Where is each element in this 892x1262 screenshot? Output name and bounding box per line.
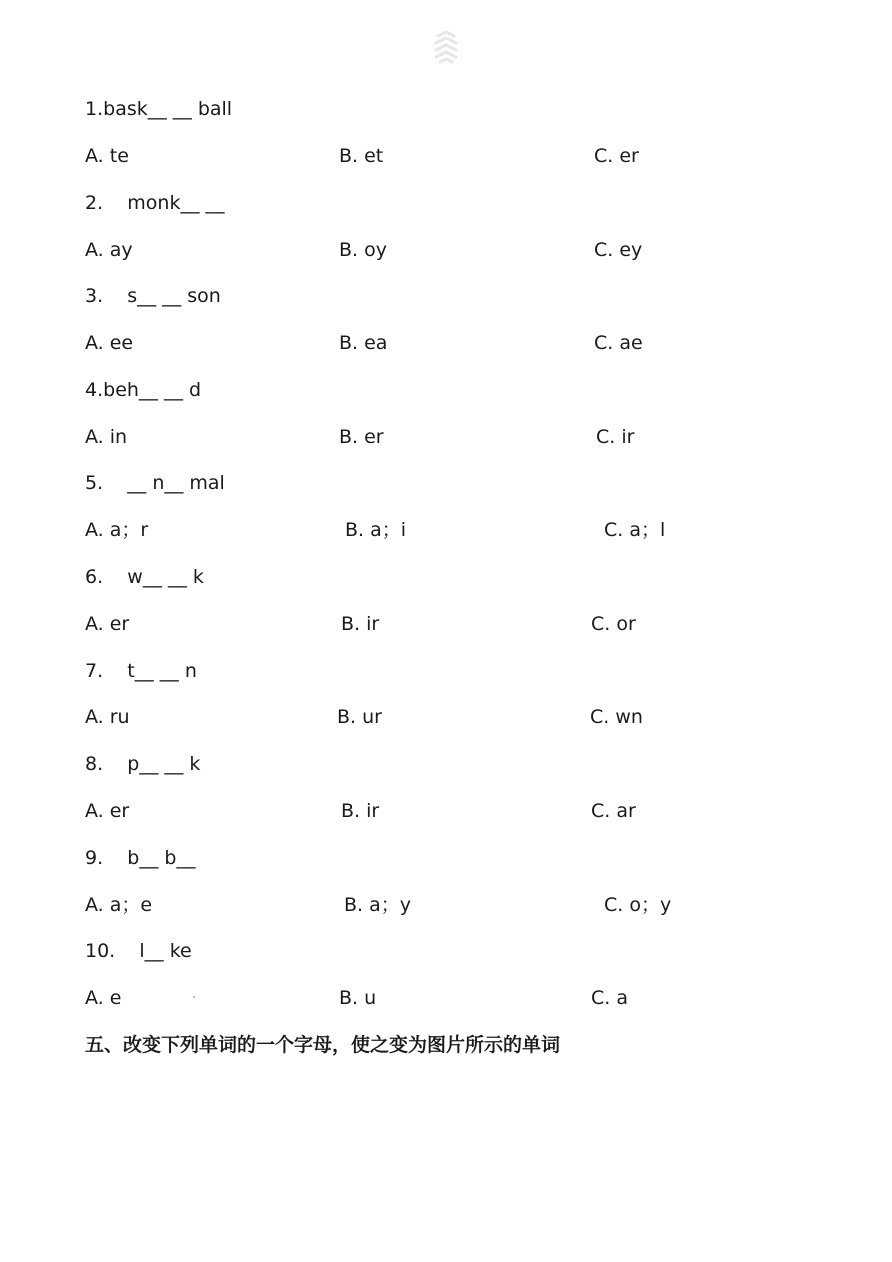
question-1-option-b: B. et bbox=[339, 145, 384, 167]
question-1-option-c: C. er bbox=[594, 145, 639, 167]
question-3-option-a: A. ee bbox=[85, 332, 134, 354]
question-6-option-a: A. er bbox=[85, 613, 130, 635]
question-10-stem: 10. l__ ke bbox=[85, 940, 192, 962]
question-8-option-b: B. ir bbox=[341, 800, 380, 822]
question-2-stem: 2. monk__ __ bbox=[85, 192, 225, 214]
question-7-option-c: C. wn bbox=[590, 706, 643, 728]
question-10-option-c: C. a bbox=[591, 987, 628, 1009]
question-6-option-c: C. or bbox=[591, 613, 636, 635]
question-2-option-a: A. ay bbox=[85, 239, 133, 261]
watermark-logo-icon bbox=[432, 30, 460, 64]
question-4-option-a: A. in bbox=[85, 426, 128, 448]
question-3-option-c: C. ae bbox=[594, 332, 643, 354]
question-7-option-a: A. ru bbox=[85, 706, 130, 728]
question-1-option-a: A. te bbox=[85, 145, 129, 167]
question-3-option-b: B. ea bbox=[339, 332, 388, 354]
question-5-option-b: B. a；i bbox=[345, 519, 407, 541]
question-7-option-b: B. ur bbox=[337, 706, 382, 728]
question-6-stem: 6. w__ __ k bbox=[85, 566, 204, 588]
question-8-option-c: C. ar bbox=[591, 800, 636, 822]
question-10-option-a: A. e bbox=[85, 987, 122, 1009]
question-6-option-b: B. ir bbox=[341, 613, 380, 635]
question-9-option-a: A. a；e bbox=[85, 894, 153, 916]
question-4-stem: 4.beh__ __ d bbox=[85, 379, 202, 401]
question-2-option-c: C. ey bbox=[594, 239, 643, 261]
question-3-stem: 3. s__ __ son bbox=[85, 285, 221, 307]
question-1-stem: 1.bask__ __ ball bbox=[85, 98, 233, 120]
question-9-stem: 9. b__ b__ bbox=[85, 847, 196, 869]
question-5-stem: 5. __ n__ mal bbox=[85, 472, 225, 494]
question-9-option-c: C. o；y bbox=[604, 894, 672, 916]
question-5-option-a: A. a；r bbox=[85, 519, 149, 541]
question-8-option-a: A. er bbox=[85, 800, 130, 822]
section-title: 五、改变下列单词的一个字母，使之变为图片所示的单词 bbox=[85, 1034, 561, 1056]
question-7-stem: 7. t__ __ n bbox=[85, 660, 197, 682]
question-9-option-b: B. a；y bbox=[344, 894, 412, 916]
question-4-option-c: C. ir bbox=[596, 426, 635, 448]
question-2-option-b: B. oy bbox=[339, 239, 387, 261]
question-4-option-b: B. er bbox=[339, 426, 384, 448]
question-8-stem: 8. p__ __ k bbox=[85, 753, 201, 775]
scan-speck bbox=[193, 996, 195, 998]
question-5-option-c: C. a；l bbox=[604, 519, 666, 541]
question-10-option-b: B. u bbox=[339, 987, 377, 1009]
